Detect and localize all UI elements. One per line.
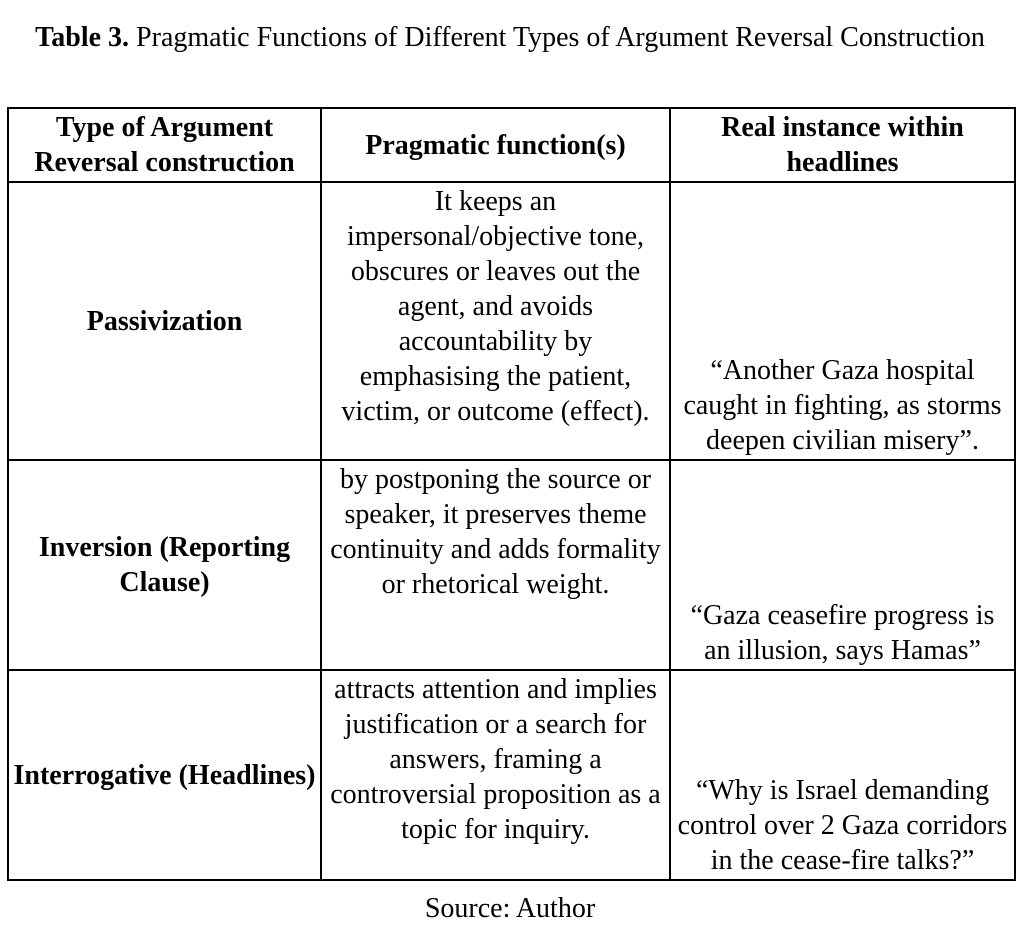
table-caption-text: Pragmatic Functions of Different Types of Argument Reversal Construction bbox=[136, 22, 985, 53]
table-row-interrogative bbox=[8, 670, 1015, 880]
row-instance: “Another Gaza hospital caught in fighting, as storms deepen civilian misery”. bbox=[670, 182, 1015, 460]
table-row-passivization bbox=[8, 182, 1015, 460]
table-caption bbox=[20, 0, 1000, 104]
col-header-type: Type of Argument Reversal construction bbox=[8, 108, 321, 182]
col-header-function: Pragmatic function(s) bbox=[321, 108, 670, 182]
pragmatic-functions-table bbox=[7, 107, 1016, 881]
row-function: It keeps an impersonal/objective tone, obscures or leaves out the agent, and avoids accountability by emphasising the patient, victim, or outcome (effect). bbox=[321, 182, 670, 460]
table-caption-label: Table 3. bbox=[35, 22, 130, 53]
row-function: by postponing the source or speaker, it preserves theme continuity and adds formality or rhetorical weight. bbox=[321, 460, 670, 670]
row-function: attracts attention and implies justification or a search for answers, framing a controversial proposition as a topic for inquiry. bbox=[321, 670, 670, 880]
row-type: Interrogative (Headlines) bbox=[8, 670, 321, 880]
header-row bbox=[8, 108, 1015, 182]
source-note: Source: Author bbox=[424, 893, 596, 924]
row-instance: “Gaza ceasefire progress is an illusion, says Hamas” bbox=[670, 460, 1015, 670]
col-header-instance: Real instance within headlines bbox=[670, 108, 1015, 182]
table-row-inversion bbox=[8, 460, 1015, 670]
row-type: Inversion (Reporting Clause) bbox=[8, 460, 321, 670]
row-type: Passivization bbox=[8, 182, 321, 460]
row-instance: “Why is Israel demanding control over 2 Gaza corridors in the cease-fire talks?” bbox=[670, 670, 1015, 880]
